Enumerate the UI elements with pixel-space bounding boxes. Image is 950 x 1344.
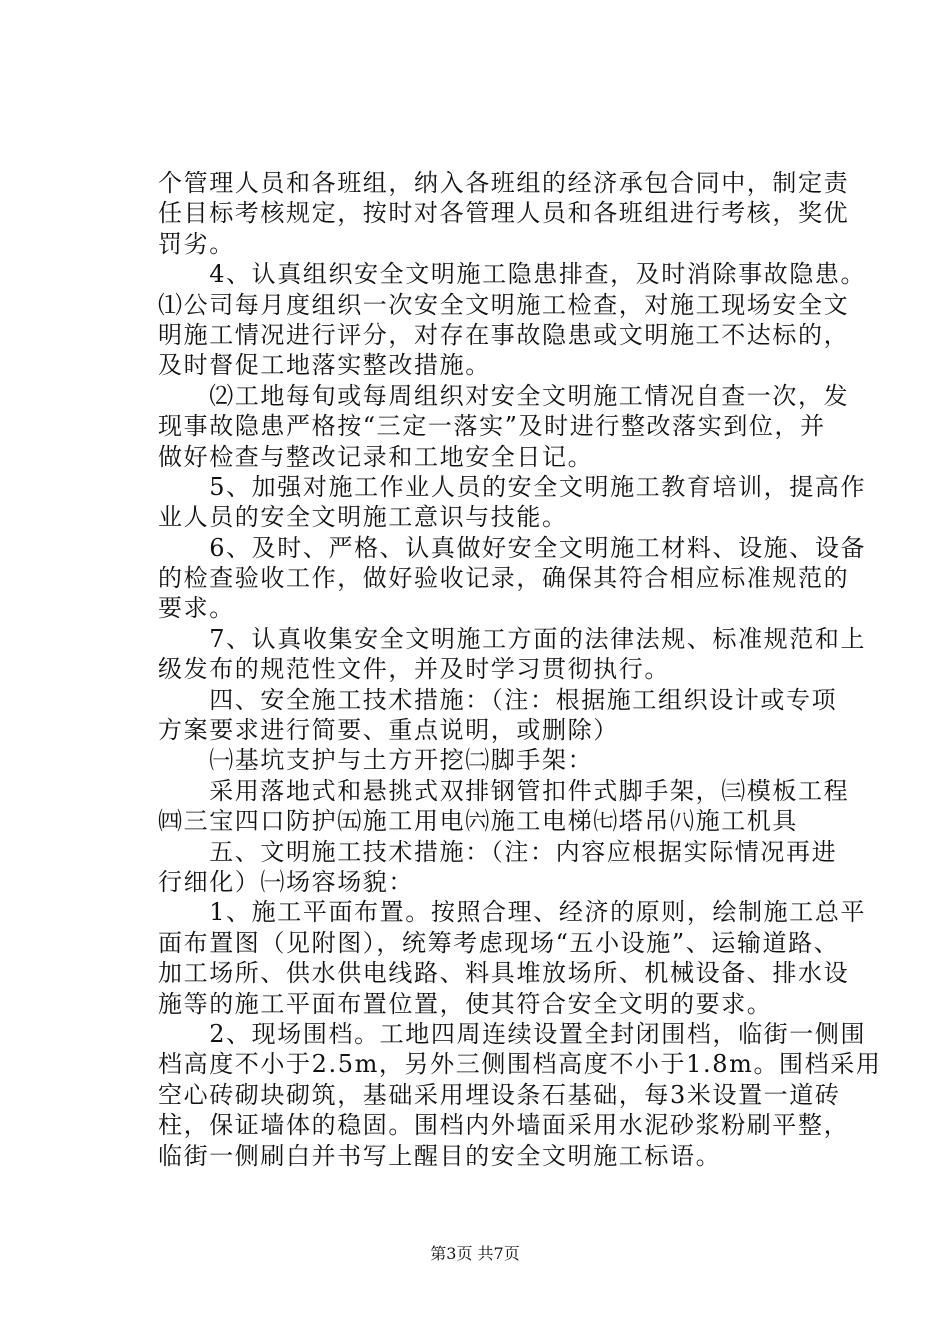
- text-line: 加工场所、供水供电线路、料具堆放场所、机械设备、排水设: [158, 959, 850, 988]
- text-line: 空心砖砌块砌筑，基础采用埋设条石基础，每3米设置一道砖: [158, 1080, 841, 1109]
- text-line: 施等的施工平面布置位置，使其符合安全文明的要求。: [158, 989, 773, 1018]
- text-line: 明施工情况进行评分，对存在事故隐患或文明施工不达标的，: [158, 320, 850, 349]
- text-line: ⑵工地每旬或每周组织对安全文明施工情况自查一次，发: [158, 381, 850, 410]
- text-line: 4、认真组织安全文明施工隐患排查，及时消除事故隐患。: [158, 260, 867, 289]
- text-line: 五、文明施工技术措施：（注：内容应根据实际情况再进: [158, 837, 838, 866]
- text-line: 的检查验收工作，做好验收记录，确保其符合相应标准规范的: [158, 564, 850, 593]
- text-line: 业人员的安全文明施工意识与技能。: [158, 503, 568, 532]
- text-line: 及时督促工地落实整改措施。: [158, 351, 491, 380]
- text-line: 罚劣。: [158, 229, 235, 258]
- text-line: 现事故隐患严格按“三定一落实”及时进行整改落实到位，并: [158, 412, 826, 441]
- text-line: 任目标考核规定，按时对各管理人员和各班组进行考核，奖优: [158, 199, 850, 228]
- text-line: 2、现场围档。工地四周连续设置全封闭围档，临街一侧围: [158, 1019, 867, 1048]
- document-body: [158, 168, 882, 1171]
- text-line: 7、认真收集安全文明施工方面的法律法规、标准规范和上: [158, 624, 867, 653]
- text-line: 档高度不小于2.5m，另外三侧围档高度不小于1.8m。围档采用: [158, 1050, 882, 1079]
- page-number-footer: 第3页 共7页: [430, 1244, 520, 1263]
- text-line: 6、及时、严格、认真做好安全文明施工材料、设施、设备: [158, 533, 867, 562]
- text-line: 柱，保证墙体的稳固。围档内外墙面采用水泥砂浆粉刷平整，: [158, 1111, 850, 1140]
- text-line: 做好检查与整改记录和工地安全日记。: [158, 442, 594, 471]
- text-line: 级发布的规范性文件，并及时学习贯彻执行。: [158, 655, 670, 684]
- text-line: 行细化）㈠场容场貌：: [158, 867, 414, 896]
- text-line: 方案要求进行简要、重点说明，或删除）: [158, 716, 619, 745]
- text-line: 四、安全施工技术措施：（注：根据施工组织设计或专项: [158, 685, 838, 714]
- text-line: 采用落地式和悬挑式双排钢管扣件式脚手架，㈢模板工程: [158, 776, 850, 805]
- text-line: 要求。: [158, 594, 235, 623]
- text-line: ⑴公司每月度组织一次安全文明施工检查，对施工现场安全文: [158, 290, 850, 319]
- text-line: 1、施工平面布置。按照合理、经济的原则，绘制施工总平: [158, 898, 867, 927]
- text-line: 临街一侧刷白并书写上醒目的安全文明施工标语。: [158, 1141, 722, 1170]
- text-line: 个管理人员和各班组，纳入各班组的经济承包合同中，制定责: [158, 169, 850, 197]
- text-line: 面布置图（见附图），统筹考虑现场“五小设施”、运输道路、: [158, 928, 840, 957]
- text-line: ㈣三宝四口防护㈤施工用电㈥施工电梯㈦塔吊㈧施工机具: [158, 807, 798, 836]
- text-line: 5、加强对施工作业人员的安全文明施工教育培训，提高作: [158, 472, 867, 501]
- text-line: ㈠基坑支护与土方开挖㈡脚手架：: [158, 746, 594, 775]
